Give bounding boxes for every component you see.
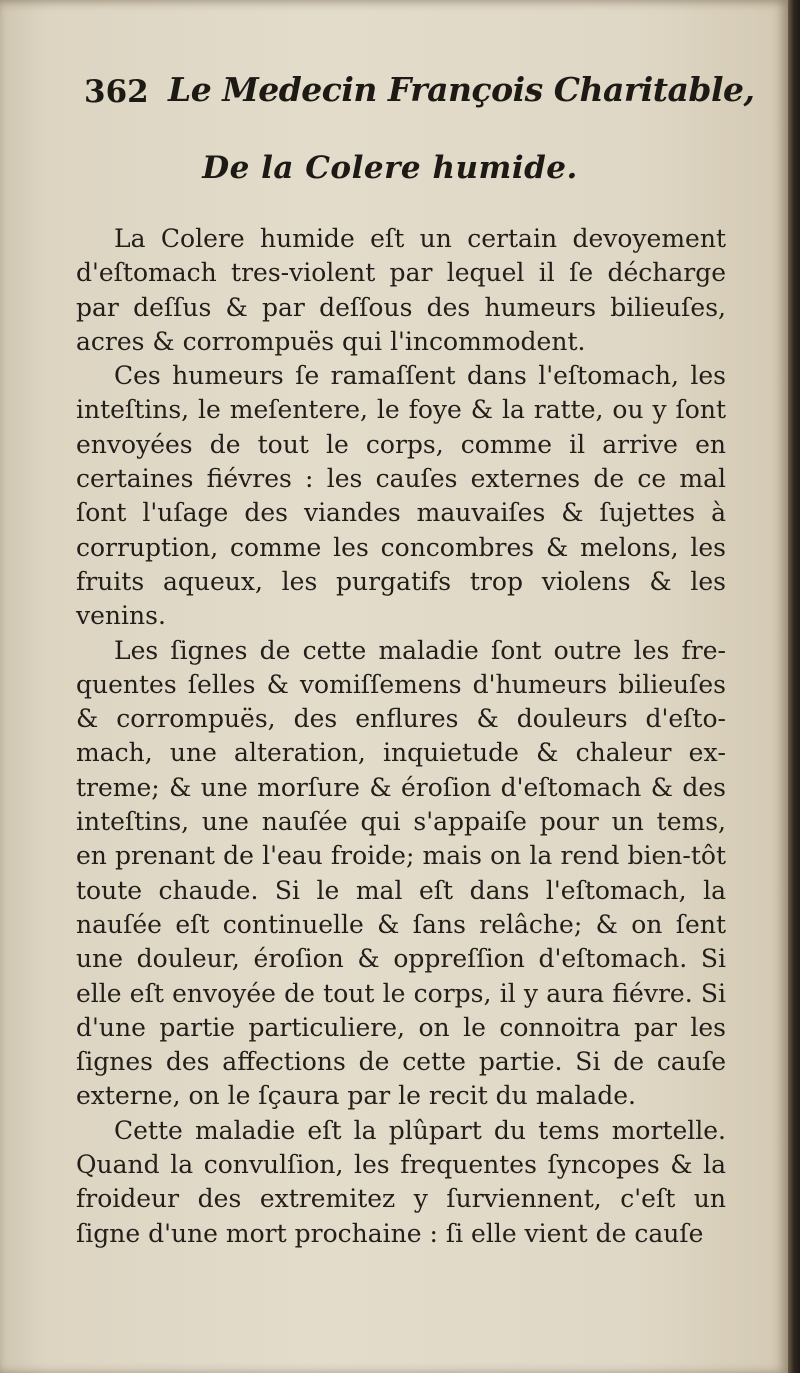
paragraph-3: Les ſignes de cette maladie ſont outre les frequentes ſelles & vomiſſemens d'humeurs bilieuſes & corrompuës, des enflures & douleurs d'eſtomach, une alteration, inquietude & chaleur extreme; & une morſure & éroſion d'eſtomach & des inteſtins, une nauſée qui s'appaiſe pour un tems, en prenant de l'eau froide; mais on la rend bien-tôt toute chaude. Si le mal eſt dans l'eſtomach, la nauſée eſt continuelle & ſans relâche; & on ſent une douleur, éroſion & oppreſſion d'eſtomach. Si elle eſt envoyée de tout le corps, il y aura fiévre. Si d'une partie particuliere, on le connoitra par les ſignes des affections de cette partie. Si de cauſe externe, on le ſçaura par le recit du malade. (76, 635, 726, 1111)
page-number: 362 (84, 74, 149, 110)
page-edge-shadow (788, 0, 800, 1373)
paragraph-2: Ces humeurs ſe ramaſſent dans l'eſtomach, les inteſtins, le meſentere, le foye & la ratte, ou y ſont envoyées de tout le corps, comme il arrive en certaines fiévres : les cauſes externes de ce mal ſont l'uſage des viandes mauvaiſes & ſujettes à corruption, comme les concombres & melons, les fruits aqueux, les purgatifs trop violens & les venins. (76, 361, 726, 631)
running-head (84, 70, 755, 120)
section-title: De la Colere humide. (202, 150, 578, 186)
paragraph-1: La Colere humide eſt un certain devoyement d'eſtomach tres-violent par lequel il ſe décharge par deſſus & par deſſous des humeurs bilieuſes, acres & corrompuës qui l'incommodent. (76, 224, 726, 356)
body-text (76, 222, 726, 1251)
running-title: Le Medecin François Charitable, (168, 70, 755, 109)
paragraph-4: Cette maladie eſt la plûpart du tems mortelle. Quand la convulſion, les frequentes ſyncopes & la froideur des extremitez y ſurviennent, c'eſt un ſigne d'une mort prochaine : ſi elle vient de cauſe (76, 1115, 726, 1248)
